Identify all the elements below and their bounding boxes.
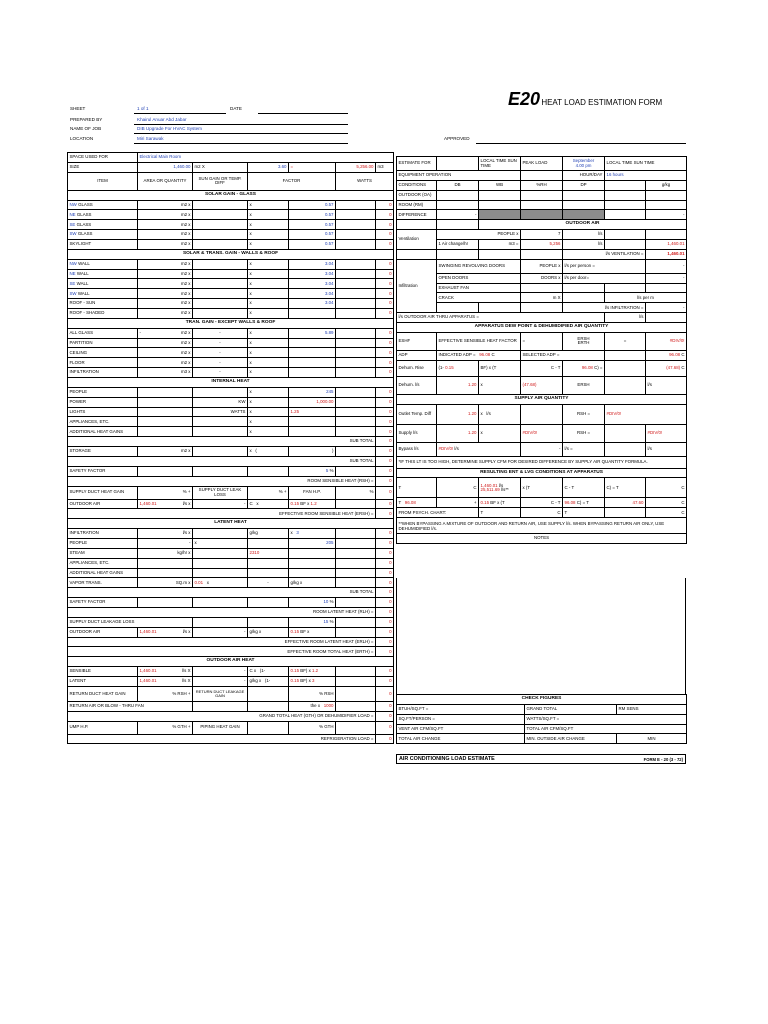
table-row: NW GLASS m2 x x 0.57 0 — [68, 200, 394, 210]
table-row: RETURN DUCT HEAT GAIN % RSH + RETURN DUCT LEAKAGE GAIN % RSH 0 — [68, 686, 394, 701]
left-load-table — [67, 152, 394, 744]
table-row: ROOF - SHADED m2 x x 0 — [68, 309, 394, 319]
hourday-value[interactable]: 16 hours — [605, 171, 687, 181]
table-row: SUB TOTAL 0 — [68, 437, 394, 447]
size-height[interactable]: 3.60 — [248, 162, 289, 172]
table-row: EFFECTIVE ROOM TOTAL HEAT (ERTH) = 0 — [68, 647, 394, 657]
table-row: ADDITIONAL HEAT GAINS x 0 — [68, 427, 394, 437]
size-volume: 5,256.00 — [336, 162, 376, 172]
local-time-2: LOCAL TIME SUN TIME — [605, 157, 687, 171]
table-row: SW GLASS m2 x x 0.57 0 — [68, 230, 394, 240]
section-check-figures: CHECK FIGURES — [397, 695, 687, 705]
table-row: PARTITION m2 x - x 0 — [68, 338, 394, 348]
table-row: OUTDOOR AIR 1,460.01 l/s x - g/kg x 0.15 BF x 0 — [68, 627, 394, 637]
form-title-text: HEAT LOAD ESTIMATION FORM — [541, 98, 663, 107]
section-tran-gain: TRAN. GAIN - EXCEPT WALLS & ROOF — [68, 318, 394, 328]
size-area[interactable]: 1,460.00 — [138, 162, 193, 172]
col-item: ITEM — [68, 172, 138, 190]
table-row: SKYLIGHT m2 x x 0.57 0 — [68, 240, 394, 250]
table-row: SUPPLY DUCT HEAT GAIN % + SUPPLY DUCT LEAK LOSS % + FAN H.P. % 0 — [68, 486, 394, 499]
table-row: NE WALL m2 x x 3.04 0 — [68, 269, 394, 279]
table-row: ALL GLASS - m2 x - x 5.89 0 — [68, 328, 394, 338]
table-row: SAFETY FACTOR 5 % 0 — [68, 466, 394, 476]
table-row: FLOOR m2 x - x 0 — [68, 358, 394, 368]
table-row: NW WALL m2 x x 3.04 0 — [68, 259, 394, 269]
row-outdoor: OUTDOOR (OA) — [397, 190, 437, 200]
section-outdoor-air: OUTDOOR AIR — [479, 220, 687, 230]
table-row: CEILING m2 x - x 0 — [68, 348, 394, 358]
job-value[interactable]: DIB Upgrade For HVAC System — [137, 126, 203, 131]
form-title — [508, 90, 662, 108]
location-value[interactable]: Miri Sarawak — [137, 136, 164, 141]
table-row: SW WALL m2 x x 3.04 0 — [68, 289, 394, 299]
col-area: AREA OR QUANTITY — [138, 172, 193, 190]
col-db: DB — [437, 180, 479, 190]
form-title-code: E20 — [508, 89, 541, 109]
section-apparatus: APPARATUS DEW POINT & DEHUMIDIFIED AIR QUANTITY — [397, 323, 687, 333]
prepared-label: PREPARED BY — [70, 117, 103, 122]
estimate-label: ESTIMATE FOR — [397, 157, 437, 171]
table-row: SE GLASS m2 x x 0.57 0 — [68, 220, 394, 230]
table-row: SE WALL m2 x x 3.04 0 — [68, 279, 394, 289]
notes-label: NOTES — [397, 534, 687, 544]
table-row: PEOPLE - x 205 0 — [68, 538, 394, 548]
table-row: ADDITIONAL HEAT GAINS 0 — [68, 568, 394, 578]
space-label: SPACE USED FOR — [68, 153, 138, 163]
section-latent-heat: LATENT HEAT — [68, 519, 394, 529]
table-row: APPLIANCES, ETC. 0 — [68, 558, 394, 568]
location-label: LOCATION — [70, 136, 94, 141]
table-row: SUB TOTAL 0 — [68, 456, 394, 466]
table-row: POWER KW x 1,000.00 0 — [68, 397, 394, 407]
space-value[interactable]: Electrical Main Room — [138, 153, 394, 163]
section-solar-glass: SOLAR GAIN - GLASS — [68, 190, 394, 200]
table-row: GRAND TOTAL HEAT (GTH) OR DEHUMIDIFIER LOAD = 0 — [68, 711, 394, 721]
col-factor: FACTOR — [248, 172, 336, 190]
table-row: EFFECTIVE ROOM LATENT HEAT (ERLH) = 0 — [68, 637, 394, 647]
approved-label: APPROVED — [444, 136, 470, 141]
table-row: INFILTRATION l/s x g/kg x 3 0 — [68, 529, 394, 539]
date-label: DATE — [230, 106, 242, 111]
row-difference: DIFFERENCE — [397, 210, 437, 220]
job-label: NAME OF JOB — [70, 126, 102, 131]
section-supply-air: SUPPLY AIR QUANTITY — [397, 394, 687, 404]
local-time: LOCAL TIME SUN TIME — [479, 157, 521, 171]
table-row: EFFECTIVE ROOM SENSIBLE HEAT (ERSH) = 0 — [68, 509, 394, 519]
table-row: ROOM LATENT HEAT (RLH) = 0 — [68, 607, 394, 617]
table-row: NE GLASS m2 x x 0.57 0 — [68, 210, 394, 220]
table-row: LATENT 1,460.01 l/s X - g/kg x (1- 0.15 BF) x 3 0 — [68, 676, 394, 686]
right-conditions-table: ESTIMATE FOR LOCAL TIME SUN TIME PEAK LOAD September 4.00 pm LOCAL TIME SUN TIME EQUIPMENT OPERATION HOUR/DAY 16 hours CONDITIONS DB WB %RH DP g/kg OUTDOOR (OA) ROOM (RM) DIFFERENCE - - OUTDOOR AIR Ventilation PEOPLE x 7 l/s 1 Air change/hr m3 = 5,256 l/s 1,460.01 l/s VENTILATION = 1,460.01 Infiltration SWINGING REVOLVING DOORS PEOPLE x l/s per person = - OPEN DOORS DOORS x l/s per door= - EXHAUST FAN CRACK m X l/s per m l/s INFILTRATION = - l/s OUTDOOR AIR THRU APPARATUS = l/s APPARATUS DEW POINT & DEHUMIDIFIED AIR QUANTITY ESHF EFFECTIVE SENSIBLE HEAT FACTOR = ERSH ERTH = #DIV/0! ADP INDICATED ADP = 96.08 C SELECTED ADP = 96.08 C Dehum. Rise (1- 0.15 BF) x (T C - T 96.08 C) = (47.68) C Dehum. l/s 1.20 x (47.68) ERSH l/s SUPPLY AIR QUANTITY Outlet Temp. Diff 1.20 x l/s RSH = #DIV/0! Supply l/s 1.20 x #DIV/0! RSH = #DIV/0! Bypass l/s #DIV/0! l/s - l/s = l/s *IF THIS LT IS TOO HIGH, DETERMINE SUPPLY CFM FOR DESIRED DIFFERENCE BY SUPPLY AIR QUANTITY FORMULA. RESULTING ENT & LVG CONDITIONS AT APPARATUS T C 1,460.01 l/s 25,511.69 l/s** x (T C - T C) = T C T 96.08 + 0.15 BF x (T C - T 96.08 C) = T 47.60 C FROM PSYCH. CHART: T C T C **WHEN BYPASSING A MIXTURE OF OUTDOOR AND RETURN AIR, USE SUPPLY l/s. WHEN BYPASSING RETURN AIR ONLY, USE DEHUMIDIFIED l/s. NOTES — [396, 156, 687, 544]
notes-area[interactable] — [396, 578, 686, 694]
peak-load: PEAK LOAD — [521, 157, 563, 171]
footer-title: AIR CONDITIONING LOAD ESTIMATE — [399, 756, 495, 762]
col-sun: SUN GAIN OR TEMP. DIFF — [193, 172, 248, 190]
table-row: ROOM SENSIBLE HEAT (RSH) = 0 — [68, 476, 394, 486]
table-row: RETURN AIR OR BLOW - THRU FAN the x 1000 0 — [68, 701, 394, 711]
form-number: FORM E - 20 (3 - 72) — [643, 756, 683, 762]
table-row: PEOPLE x 245 0 — [68, 387, 394, 397]
table-row: SAFETY FACTOR 10 % 0 — [68, 598, 394, 608]
ventilation-label: Ventilation — [397, 230, 437, 250]
sheet-label: SHEET — [70, 106, 86, 111]
col-gkg: g/kg — [646, 180, 687, 190]
size-eq: = — [289, 162, 336, 172]
section-resulting: RESULTING ENT & LVG CONDITIONS AT APPARATUS — [397, 468, 687, 478]
equip-label: EQUIPMENT OPERATION — [397, 171, 521, 181]
section-internal-heat: INTERNAL HEAT — [68, 378, 394, 388]
table-row: REFRIGERATION LOAD = 0 — [68, 734, 394, 744]
size-unit: m2 X — [193, 162, 248, 172]
section-outdoor-air-heat: OUTDOOR AIR HEAT — [68, 657, 394, 667]
size-label: SIZE — [68, 162, 138, 172]
table-row: UMP H.P. % GTH + PIPING HEAT GAIN % GTH 0 — [68, 721, 394, 734]
col-rh: %RH — [521, 180, 563, 190]
infiltration-label: Infiltration — [397, 259, 437, 312]
table-row: SUB TOTAL 0 — [68, 588, 394, 598]
table-row: INFILTRATION m3 x - x 0 — [68, 368, 394, 378]
section-walls-roof: SOLAR & TRANS. GAIN - WALLS & ROOF — [68, 249, 394, 259]
table-row: STORAGE m2 x x ( ) 0 — [68, 447, 394, 457]
check-figures-table: CHECK FIGURES BTUH/SQ.FT = GRAND TOTAL RM SENS SQ.FT/PERSON = WATTS/SQ.FT = VENT AIR CFM/SQ.FT TOTAL AIR CFM/SQ.FT TOTAL AIR CHANGE MIN. OUTSIDE AIR CHANGE MIN — [396, 694, 687, 744]
size-volume-unit: m3 — [376, 162, 394, 172]
row-room: ROOM (RM) — [397, 200, 437, 210]
peak-month[interactable]: September 4.00 pm — [563, 157, 605, 171]
table-row: VAPOR TRANS. SQ.m x 0.01 x - g/kg x 0 — [68, 578, 394, 588]
table-row: SUPPLY DUCT LEAKAGE LOSS 15 % 0 — [68, 617, 394, 627]
table-row: APPLIANCES, ETC. x 0 — [68, 417, 394, 427]
table-row: SENSIBLE 1,460.01 l/s X - C x (1- 0.15 BF) x 1.2 0 — [68, 667, 394, 677]
col-wb: WB — [479, 180, 521, 190]
col-watts: WATTS — [336, 172, 394, 190]
table-row: ROOF - SUN m2 x x 3.04 0 — [68, 299, 394, 309]
sheet-value[interactable]: 1 of 1 — [137, 106, 149, 111]
col-dp: DP — [563, 180, 605, 190]
prepared-value[interactable]: Khairul Anuar Abd Jabar — [137, 117, 187, 122]
table-row: OUTDOOR AIR 1,460.01 l/s x - C x 0.15 BF x 1.2 0 — [68, 499, 394, 509]
footer-bar — [396, 754, 686, 764]
table-row: LIGHTS WATTS x 1.25 0 — [68, 407, 394, 417]
hourday-label: HOUR/DAY — [563, 171, 605, 181]
conditions-label: CONDITIONS — [397, 180, 437, 190]
table-row: STEAM kg/hr x 2310 0 — [68, 548, 394, 558]
